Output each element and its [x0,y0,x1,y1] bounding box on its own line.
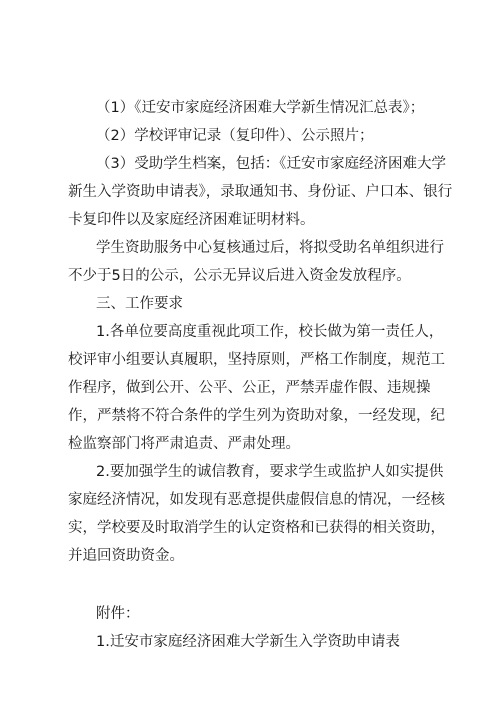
requirement-paragraph-1: 1.各单位要高度重视此项工作，校长做为第一责任人，校评审小组要认真履职，坚持原则，严格工作制度，规范工作程序，做到公开、公平、公正，严禁弄虚作假、违规操作，严禁将不符合条件的学生列为资助对象，一经发现，纪检监察部门将严肃追责、严肃处理。 [68,324,445,452]
list-item-student-archive: （3）受助学生档案，包括：《迁安市家庭经济困难大学新生入学资助申请表》，录取通知书、身份证、户口本、银行卡复印件以及家庭经济困难证明材料。 [68,156,453,228]
requirement-paragraph-2: 2.要加强学生的诚信教育，要求学生或监护人如实提供家庭经济情况，如发现有恶意提供虚假信息的情况，一经核实，学校要及时取消学生的认定资格和已获得的相关资助，并追回资助资金。 [68,464,445,564]
section-heading: 三、工作要求 [96,296,183,312]
document-body [68,94,454,656]
attachment-item-1: 1.迁安市家庭经济困难大学新生入学资助申请表 [96,634,400,650]
review-paragraph: 学生资助服务中心复核通过后，将拟受助名单组织进行不少于5日的公示，公示无异议后进入资金发放程序。 [68,240,444,284]
attachment-label: 附件： [96,606,140,622]
list-item-review-record: （2）学校评审记录（复印件）、公示照片； [96,128,374,144]
spacer [68,570,454,600]
list-item-summary-table: （1）《迁安市家庭经济困难大学新生情况汇总表》； [96,100,425,116]
